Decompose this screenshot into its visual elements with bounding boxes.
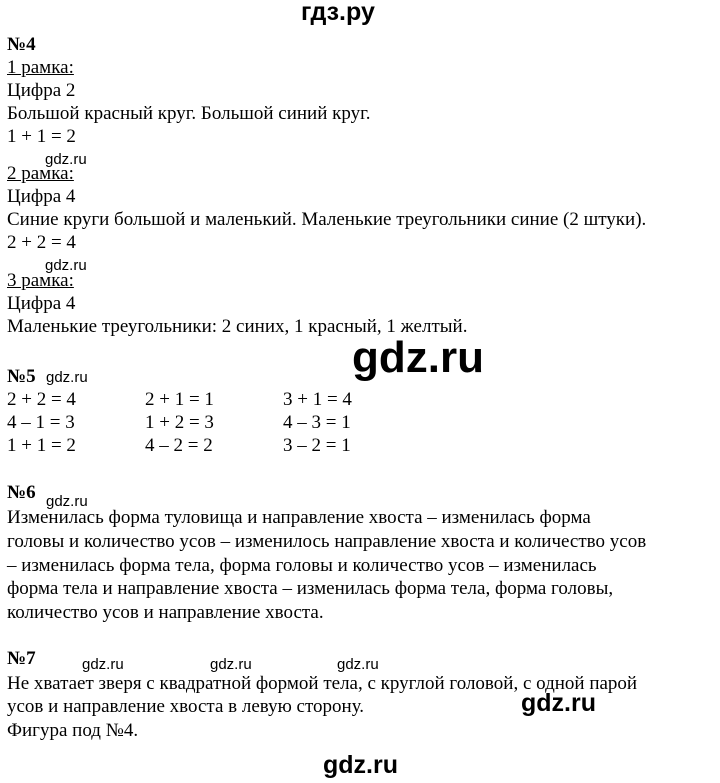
site-header: гдз.ру [301, 0, 375, 26]
task7-line: Не хватает зверя с квадратной формой тела, с круглой головой, с одной парой [7, 673, 638, 694]
watermark: gdz.ru [46, 369, 88, 386]
task5-equation: 1 + 1 = 2 [7, 435, 76, 456]
task4-frame2-digit: Цифра 4 [7, 186, 76, 207]
task4-frame1-label: 1 рамка: [7, 57, 74, 78]
task5-equation: 1 + 2 = 3 [145, 412, 214, 433]
task5-equation: 4 – 1 = 3 [7, 412, 75, 433]
task4-frame1-equation: 1 + 1 = 2 [7, 126, 76, 147]
watermark-large: gdz.ru [352, 333, 484, 382]
task6-line: количество усов и направление хвоста. [7, 602, 324, 623]
task4-frame2-label: 2 рамка: [7, 163, 74, 184]
task4-frame3-desc: Маленькие треугольники: 2 синих, 1 красный, 1 желтый. [7, 316, 468, 337]
task4-frame1-desc: Большой красный круг. Большой синий круг. [7, 103, 371, 124]
watermark: gdz.ru [337, 656, 379, 673]
watermark-medium: gdz.ru [521, 689, 596, 717]
task4-frame3-label: 3 рамка: [7, 270, 74, 291]
task4-frame2-desc: Синие круги большой и маленький. Маленькие треугольники синие (2 штуки). [7, 209, 647, 230]
task4-frame1-digit: Цифра 2 [7, 80, 76, 101]
watermark: gdz.ru [46, 493, 88, 510]
watermark: gdz.ru [210, 656, 252, 673]
task5-title: №5 [7, 366, 36, 387]
task6-line: Изменилась форма туловища и направление хвоста – изменилась форма [7, 507, 591, 528]
task5-equation: 3 – 2 = 1 [283, 435, 351, 456]
task6-line: – изменилась форма тела, форма головы и количество усов – изменилась [7, 555, 597, 576]
task5-equation: 3 + 1 = 4 [283, 389, 352, 410]
task7-title: №7 [7, 648, 36, 669]
task5-equation: 4 – 3 = 1 [283, 412, 351, 433]
task4-frame3-digit: Цифра 4 [7, 293, 76, 314]
task4-title: №4 [7, 34, 36, 55]
watermark: gdz.ru [82, 656, 124, 673]
task6-line: форма тела и направление хвоста – изменилась форма тела, форма головы, [7, 578, 614, 599]
task7-answer: Фигура под №4. [7, 720, 139, 741]
task6-line: головы и количество усов – изменилось направление хвоста и количество усов [7, 531, 647, 552]
watermark-footer: gdz.ru [323, 751, 398, 779]
task5-equation: 2 + 2 = 4 [7, 389, 76, 410]
task4-frame2-equation: 2 + 2 = 4 [7, 232, 76, 253]
watermark: gdz.ru [45, 151, 87, 168]
task5-equation: 4 – 2 = 2 [145, 435, 213, 456]
watermark: gdz.ru [45, 257, 87, 274]
task6-title: №6 [7, 482, 36, 503]
task5-equation: 2 + 1 = 1 [145, 389, 214, 410]
task7-line: усов и направление хвоста в левую сторону. [7, 696, 365, 717]
